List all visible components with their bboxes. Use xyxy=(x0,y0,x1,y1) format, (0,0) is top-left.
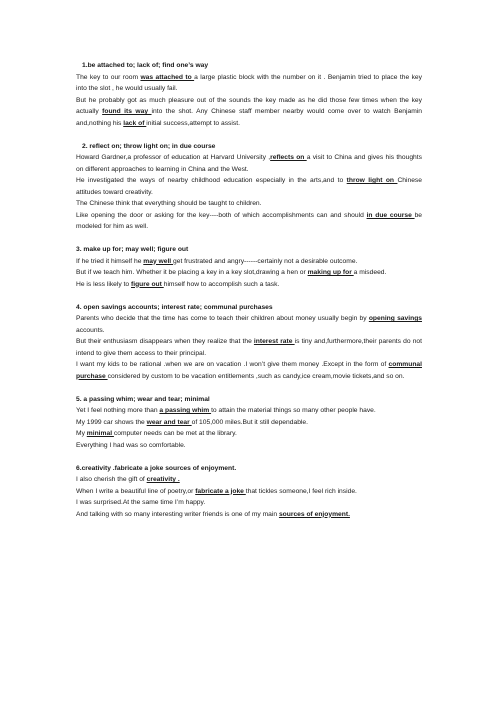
section-gap xyxy=(76,290,422,302)
underlined-phrase: figure out xyxy=(131,280,164,288)
paragraph: Yet I feel nothing more than a passing whim to attain the material things so many other people have. xyxy=(76,407,376,414)
section-4 xyxy=(76,302,422,383)
paragraph: I was surprised.At the same time I’m happy. xyxy=(76,499,206,506)
section-gap xyxy=(76,129,422,141)
paragraph: I also cherish the gift of creativity . xyxy=(76,476,180,483)
section-heading: 6.creativity .fabricate a joke sources of enjoyment. xyxy=(76,464,237,472)
section-6 xyxy=(76,463,422,521)
paragraph: My 1999 car shows the wear and tear of 105,000 miles.But it still dependable. xyxy=(76,418,308,426)
paragraph: When I write a beautiful line of poetry,or fabricate a joke that tickles someone,I feel rich inside. xyxy=(76,487,357,495)
underlined-phrase: sources of enjoyment. xyxy=(278,510,350,518)
paragraph: If he tried it himself he may well get frustrated and angry------certainly not a desirable outcome. xyxy=(76,257,358,265)
section-gap xyxy=(76,233,422,245)
paragraph: He is less likely to figure out himself how to accomplish such a task. xyxy=(76,280,280,288)
document-body xyxy=(76,60,422,520)
section-heading: 4. open savings accounts; interest rate; communal purchases xyxy=(76,303,273,311)
underlined-phrase: fabricate a joke xyxy=(195,487,246,495)
section-heading: 5. a passing whim; wear and tear; minimal xyxy=(76,395,210,403)
section-heading: 2. reflect on; throw light on; in due course xyxy=(82,142,216,150)
paragraph: The Chinese think that everything should be taught to children. xyxy=(76,200,262,207)
paragraph: Howard Gardner,a professor of education at Harvard University ,reflects on a visit to China and gives his thoughts on different approaches to learning in China and the West. xyxy=(76,154,422,173)
section-gap xyxy=(76,382,422,394)
paragraph: Parents who decide that the time has come to teach their children about money usually begin by opening savings accounts. xyxy=(76,315,422,334)
underlined-phrase: a passing whim xyxy=(159,407,212,414)
section-3 xyxy=(76,244,422,290)
paragraph: Everything I had was so comfortable. xyxy=(76,441,186,449)
paragraph: I want my kids to be rational .when we are on vacation .I won’t give them money .Except in the form of communal purchase considered by custom to be vacation entitlements ,such as candy,ice cream,movie tickets,and so on. xyxy=(76,361,422,380)
underlined-phrase: communal purchase xyxy=(76,361,422,380)
underlined-phrase: interest rate xyxy=(253,338,295,345)
section-2 xyxy=(76,141,422,233)
section-5 xyxy=(76,394,422,452)
section-1 xyxy=(76,60,422,129)
underlined-phrase: reflects on xyxy=(270,154,307,161)
paragraph: But their enthusiasm disappears when they realize that the interest rate is tiny and,furthermore,their parents do not intend to give them access to their principal. xyxy=(76,338,422,357)
paragraph: And talking with so many interesting writer friends is one of my main sources of enjoyment. xyxy=(76,510,350,518)
underlined-phrase: may well xyxy=(143,257,174,265)
section-heading: 3. make up for; may well; figure out xyxy=(76,246,189,253)
underlined-phrase: found its way xyxy=(102,108,152,115)
underlined-phrase: in due course xyxy=(366,211,415,219)
underlined-phrase: lack of xyxy=(123,119,147,127)
section-heading: 1.be attached to; lack of; find one’s way xyxy=(82,62,209,69)
underlined-phrase: creativity . xyxy=(146,476,180,483)
underlined-phrase: was attached to xyxy=(140,73,195,81)
underlined-phrase: minimal xyxy=(86,430,114,437)
paragraph: The key to our room was attached to a large plastic block with the number on it . Benjamin tried to place the key into the slot , he would usually fail. xyxy=(76,73,422,92)
paragraph: My minimal computer needs can be met at the library. xyxy=(76,430,237,437)
paragraph: Like opening the door or asking for the key----both of which accomplishments can and should in due course be modeled for him as well. xyxy=(76,211,423,230)
underlined-phrase: making up for xyxy=(307,269,354,276)
paragraph: But he probably got as much pleasure out of the sounds the key made as he did those few times when the key actually found its way into the shot. Any Chinese staff member nearby would come over to watch Benjamin and,nothing his lack of initial success,attempt to assist. xyxy=(76,96,422,127)
paragraph: But if we teach him. Whether it be placing a key in a key slot,drawing a hen or making up for a misdeed. xyxy=(76,269,387,276)
paragraph: He investigated the ways of nearby childhood education especially in the arts,and to throw light on Chinese attitudes toward creativity. xyxy=(76,177,422,196)
section-gap xyxy=(76,451,422,463)
underlined-phrase: wear and tear xyxy=(146,418,192,426)
underlined-phrase: opening savings xyxy=(368,315,422,322)
underlined-phrase: throw light on xyxy=(346,177,398,184)
